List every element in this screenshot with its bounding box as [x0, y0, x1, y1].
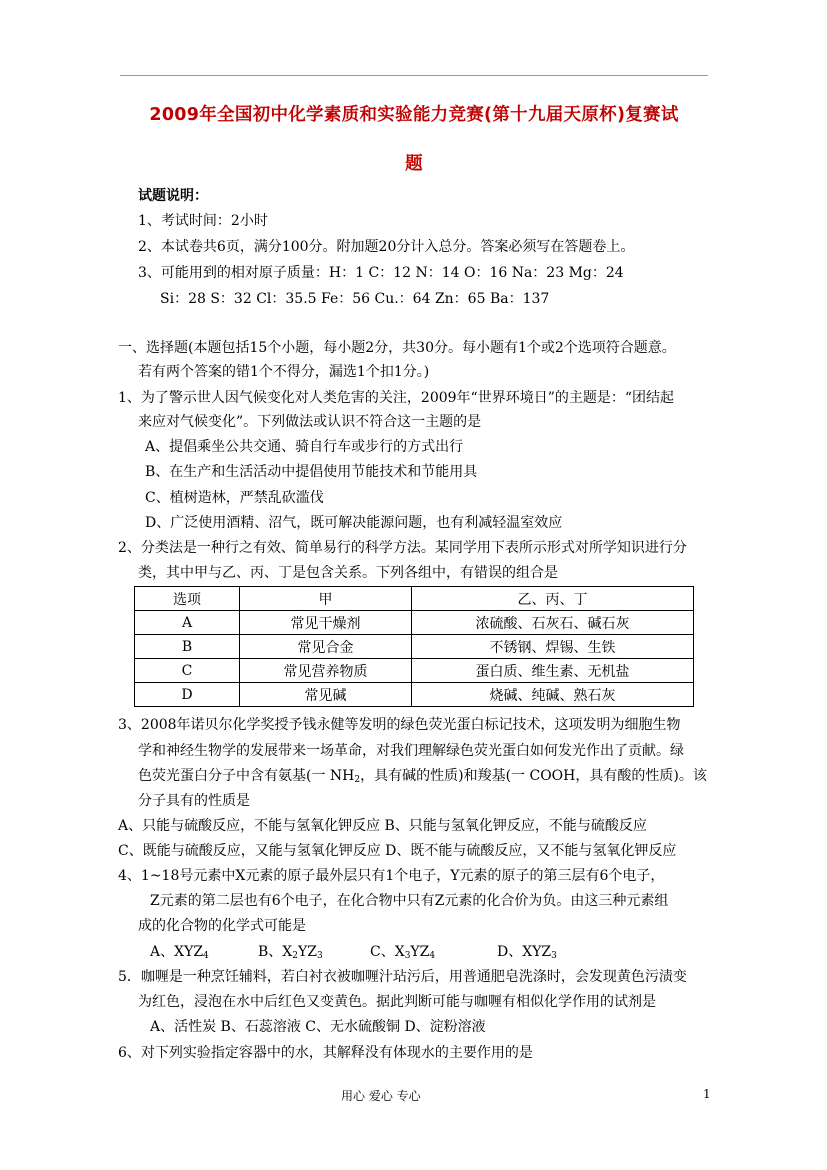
- question-4-stem: 4、1~18号元素中X元素的原子最外层只有1个电子，Y元素的原子的第三层有6个电子，: [118, 868, 665, 884]
- question-3-stem: 3、2008年诺贝尔化学奖授予钱永健等发明的绿色荧光蛋白标记技术，这项发明为细胞生物: [118, 717, 681, 733]
- question-4-option-d: D、$XYZ_3$: [497, 944, 557, 961]
- table-row: [135, 611, 694, 635]
- question-3-stem: 分子具有的性质是: [138, 793, 250, 809]
- question-5-options: A、活性炭 B、石蕊溶液 C、无水硫酸铜 D、淀粉溶液: [150, 1019, 486, 1035]
- table-row: [135, 683, 694, 707]
- question-4-stem: 成的化合物的化学式可能是: [138, 918, 306, 934]
- question-4-option-a: A、$XYZ_4$: [150, 944, 209, 961]
- question-3-options-ab: A、只能与硫酸反应，不能与氢氧化钾反应 B、只能与氢氧化钾反应，不能与硫酸反应: [118, 818, 647, 834]
- table-cell: 常见营养物质: [240, 659, 412, 683]
- table-cell: 常见干燥剂: [240, 611, 412, 635]
- table-header-row: [135, 587, 694, 611]
- instruction-item: 2、本试卷共6页，满分100分。附加题20分计入总分。答案必须写在答题卷上。: [138, 239, 635, 255]
- section-heading: 一、选择题(本题包括15个小题，每小题2分，共30分。每小题有1个或2个选项符合题意。: [118, 340, 676, 356]
- table-header-cell: 甲: [240, 587, 412, 611]
- page-title: 2009年全国初中化学素质和实验能力竞赛(第十九届天原杯)复赛试: [149, 105, 679, 125]
- table-header-cell: 选项: [135, 587, 240, 611]
- question-6-stem: 6、对下列实验指定容器中的水，其解释没有体现水的主要作用的是: [118, 1045, 533, 1061]
- question-3-stem: 色荧光蛋白分子中含有氨基(一 $NH_2$，具有碱的性质)和羧基(一 COOH，具有酸的性质)。该: [138, 768, 707, 785]
- question-2-stem: 类，其中甲与乙、丙、丁是包含关系。下列各组中，有错误的组合是: [138, 565, 558, 581]
- table-cell: B: [135, 635, 240, 659]
- table-cell: C: [135, 659, 240, 683]
- table-cell: A: [135, 611, 240, 635]
- question-4-option-b: B、$X_2YZ_3$: [258, 944, 323, 961]
- instruction-item: 3、可能用到的相对原子质量：H：1 C：12 N：14 O：16 Na：23 Mg：24: [138, 265, 624, 281]
- question-5-stem: 为红色，浸泡在水中后红色又变黄色。据此判断可能与咖喱有相似化学作用的试剂是: [138, 994, 656, 1010]
- section-note: 若有两个答案的错1个不得分，漏选1个扣1分。): [138, 364, 430, 380]
- question-1-option-b: B、在生产和生活活动中提倡使用节能技术和节能用具: [145, 464, 478, 480]
- instructions-heading: 试题说明：: [138, 188, 208, 204]
- question-1-stem: 1、为了警示世人因气候变化对人类危害的关注，2009年“世界环境日”的主题是：“团结起: [118, 390, 675, 406]
- question-5-stem: 5．咖喱是一种烹饪辅料，若白衬衣被咖喱汁玷污后，用普通肥皂洗涤时，会发现黄色污渍变: [118, 969, 687, 985]
- question-1-option-c: C、植树造林，严禁乱砍滥伐: [145, 490, 324, 506]
- table-cell: 常见碱: [240, 683, 412, 707]
- table-cell: 浓硫酸、石灰石、碱石灰: [412, 611, 694, 635]
- header-rule: [120, 75, 708, 76]
- question-4-stem: Z元素的第二层也有6个电子，在化合物中只有Z元素的化合价为负。由这三种元素组: [150, 893, 669, 909]
- question-3-options-cd: C、既能与硫酸反应，又能与氢氧化钾反应 D、既不能与硫酸反应，又不能与氢氧化钾反应: [118, 843, 677, 859]
- question-1-stem: 来应对气候变化”。下列做法或认识不符合这一主题的是: [138, 414, 482, 430]
- question-2-stem: 2、分类法是一种行之有效、简单易行的科学方法。某同学用下表所示形式对所学知识进行分: [118, 540, 687, 556]
- page-title-continued: 题: [405, 154, 423, 174]
- question-3-stem: 学和神经生物学的发展带来一场革命，对我们理解绿色荧光蛋白如何发光作出了贡献。绿: [138, 743, 684, 759]
- question-1-option-d: D、广泛使用酒精、沼气，既可解决能源问题，也有利减轻温室效应: [145, 515, 563, 531]
- question-4-option-c: C、$X_3YZ_4$: [370, 944, 436, 961]
- table-row: [135, 659, 694, 683]
- footer-motto: 用心 爱心 专心: [341, 1089, 421, 1103]
- table-cell: D: [135, 683, 240, 707]
- classification-table: [134, 586, 694, 707]
- question-1-option-a: A、提倡乘坐公共交通、骑自行车或步行的方式出行: [145, 439, 464, 455]
- table-header-cell: 乙、丙、丁: [412, 587, 694, 611]
- table-cell: 蛋白质、维生素、无机盐: [412, 659, 694, 683]
- table-row: [135, 635, 694, 659]
- table-cell: 烧碱、纯碱、熟石灰: [412, 683, 694, 707]
- instruction-item: 1、考试时间：2小时: [138, 213, 268, 229]
- table-cell: 常见合金: [240, 635, 412, 659]
- page-number: 1: [703, 1087, 711, 1101]
- instruction-item: Si：28 S：32 Cl：35.5 Fe：56 Cu.：64 Zn：65 Ba：137: [160, 291, 550, 307]
- table-cell: 不锈钢、焊锡、生铁: [412, 635, 694, 659]
